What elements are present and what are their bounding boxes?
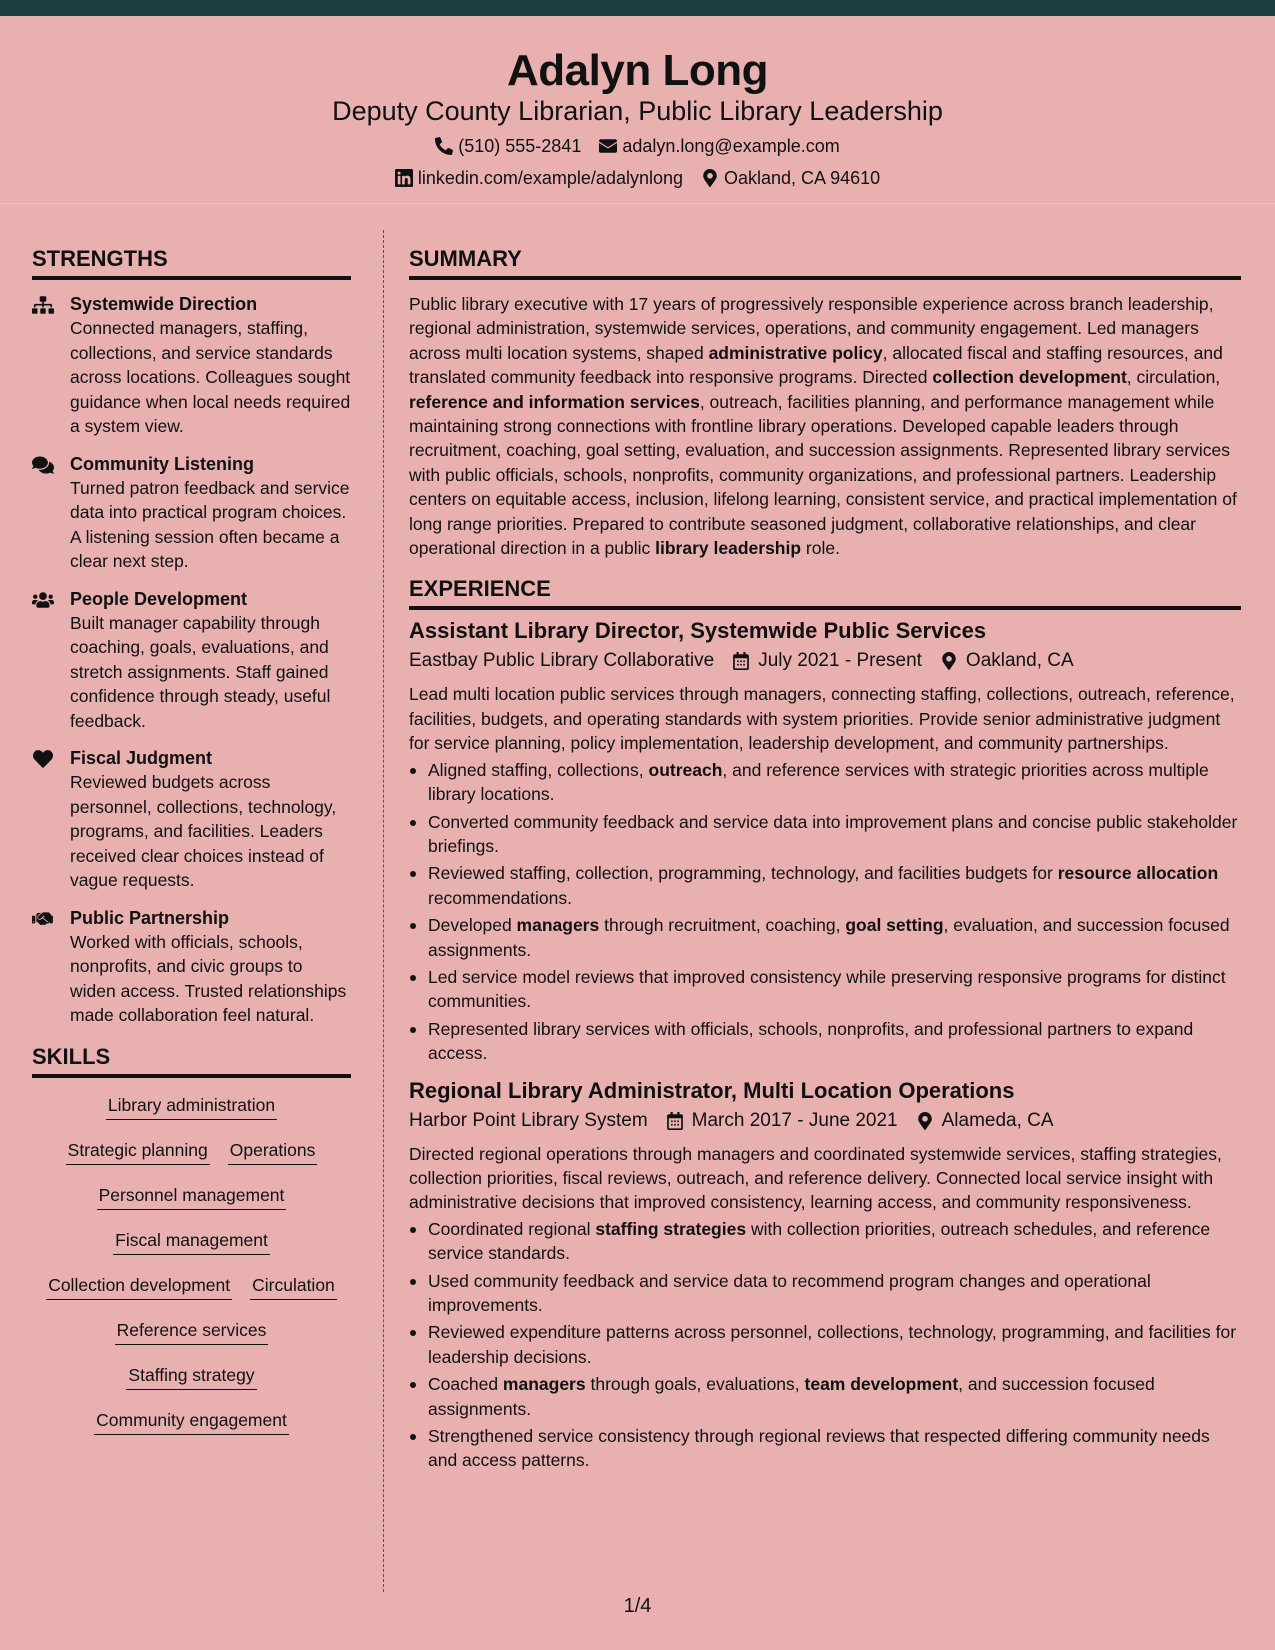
calendar-icon bbox=[732, 652, 750, 670]
strength-title: People Development bbox=[70, 588, 248, 609]
comments-icon bbox=[32, 452, 56, 574]
contact-row-2 bbox=[0, 166, 1275, 190]
job-location-text: Alameda, CA bbox=[941, 1109, 1054, 1131]
column-divider bbox=[383, 230, 384, 1592]
strength-desc: Turned patron feedback and service data into practical program choices. A listening session often became a clear next step. bbox=[70, 477, 350, 571]
job-title: Regional Library Administrator, Multi Location Operations bbox=[409, 1077, 1015, 1103]
heart-icon bbox=[32, 746, 56, 893]
phone-icon bbox=[435, 137, 453, 155]
job-title: Assistant Library Director, Systemwide Public Services bbox=[409, 618, 987, 644]
skills-heading: SKILLS bbox=[32, 1042, 351, 1078]
top-accent-bar bbox=[0, 0, 1275, 16]
summary-section bbox=[409, 244, 1241, 560]
skill-row bbox=[32, 1272, 351, 1317]
skills-list bbox=[32, 1090, 351, 1452]
strength-item bbox=[32, 587, 351, 734]
job-meta bbox=[409, 1106, 1241, 1136]
email-text: adalyn.long@example.com bbox=[622, 136, 840, 156]
job-dates bbox=[666, 1106, 898, 1136]
skill-tag: Community engagement bbox=[94, 1407, 289, 1435]
strength-title: Systemwide Direction bbox=[70, 294, 258, 314]
handshake-icon bbox=[32, 906, 56, 1028]
job-description: Directed regional operations through managers and coordinated systemwide services, staffing strategies, collection priorities, fiscal reviews, outreach, and reference delivery. Connected local service insight with administrative decisions that improved consistency, learning access, and community responsiveness. bbox=[409, 1143, 1222, 1213]
skill-tag: Operations bbox=[228, 1137, 318, 1165]
strength-desc: Reviewed budgets across personnel, collections, technology, programs, and facilities. Leaders received clear choices instead of vague requests. bbox=[70, 772, 337, 890]
skill-tag: Staffing strategy bbox=[126, 1362, 256, 1390]
job-dates bbox=[732, 646, 922, 676]
job-bullet: Used community feedback and service data to recommend program changes and operational improvements. bbox=[409, 1269, 1241, 1318]
job-location bbox=[916, 1106, 1054, 1136]
skill-tag: Personnel management bbox=[97, 1182, 287, 1210]
sitemap-icon bbox=[32, 292, 56, 439]
candidate-title: Deputy County Librarian, Public Library Leadership bbox=[332, 96, 943, 126]
job-entry bbox=[409, 616, 1241, 1065]
job-location bbox=[940, 646, 1074, 676]
contact-row-1 bbox=[0, 134, 1275, 158]
contact-phone[interactable] bbox=[435, 134, 581, 158]
strengths-section bbox=[32, 244, 351, 1028]
strength-desc: Built manager capability through coaching, goals, evaluations, and stretch assignments. Staff gained confidence through steady, useful feedback. bbox=[70, 612, 331, 731]
skill-row bbox=[32, 1092, 351, 1137]
skill-row bbox=[32, 1317, 351, 1362]
right-column bbox=[409, 244, 1241, 1483]
strength-title: Community Listening bbox=[70, 453, 254, 474]
job-bullet: Represented library services with officials, schools, nonprofits, and professional partners to expand access. bbox=[409, 1017, 1241, 1066]
users-icon bbox=[32, 587, 56, 734]
job-meta bbox=[409, 646, 1241, 676]
skill-tag: Reference services bbox=[115, 1317, 269, 1345]
skill-tag: Fiscal management bbox=[113, 1227, 270, 1255]
linkedin-icon bbox=[395, 169, 413, 187]
strength-title: Public Partnership bbox=[70, 907, 230, 928]
location-text: Oakland, CA 94610 bbox=[724, 168, 881, 188]
resume-header bbox=[0, 16, 1275, 204]
job-company: Eastbay Public Library Collaborative bbox=[409, 650, 715, 672]
job-bullets bbox=[409, 758, 1241, 1066]
strength-desc: Worked with officials, schools, nonprofits, and civic groups to widen access. Trusted relationships made collaboration feel natural. bbox=[70, 931, 347, 1025]
job-bullet: Reviewed staffing, collection, programming, technology, and facilities budgets for resource allocation recommendations. bbox=[409, 861, 1241, 910]
strength-item bbox=[32, 906, 351, 1028]
job-bullet: Converted community feedback and service data into improvement plans and concise public stakeholder briefings. bbox=[409, 810, 1241, 859]
strength-item bbox=[32, 292, 351, 439]
linkedin-text: linkedin.com/example/adalynlong bbox=[417, 168, 684, 188]
skill-tag: Library administration bbox=[106, 1092, 277, 1120]
experience-section bbox=[409, 574, 1241, 1472]
job-dates-text: March 2017 - June 2021 bbox=[691, 1109, 898, 1131]
strength-item bbox=[32, 746, 351, 893]
map-marker-icon bbox=[701, 169, 719, 187]
strength-item bbox=[32, 452, 351, 574]
strengths-heading: STRENGTHS bbox=[32, 244, 351, 280]
job-dates-text: July 2021 - Present bbox=[758, 650, 922, 672]
skill-row bbox=[32, 1137, 351, 1182]
job-entry bbox=[409, 1076, 1241, 1473]
map-marker-icon bbox=[916, 1112, 934, 1130]
job-bullet: Reviewed expenditure patterns across personnel, collections, technology, programming, and facilities for leadership decisions. bbox=[409, 1320, 1241, 1369]
map-marker-icon bbox=[940, 652, 958, 670]
job-bullet: Led service model reviews that improved consistency while preserving responsive programs for distinct communities. bbox=[409, 965, 1241, 1014]
job-bullet: Strengthened service consistency through regional reviews that respected differing community needs and access patterns. bbox=[409, 1424, 1241, 1473]
strength-title: Fiscal Judgment bbox=[70, 748, 213, 768]
strength-desc: Connected managers, staffing, collections, and service standards across locations. Colleagues sought guidance when local needs required a system view. bbox=[70, 318, 351, 436]
job-description: Lead multi location public services through managers, connecting staffing, collections, outreach, reference, facilities, budgets, and operating standards with system priorities. Provide senior administrative judgment for service planning, policy implementation, leadership development, and community partnerships. bbox=[409, 684, 1235, 754]
skill-row bbox=[32, 1227, 351, 1272]
job-bullet: Coordinated regional staffing strategies with collection priorities, outreach schedules, and reference service standards. bbox=[409, 1217, 1241, 1266]
job-bullet: Developed managers through recruitment, coaching, goal setting, evaluation, and succession focused assignments. bbox=[409, 913, 1241, 962]
job-bullets bbox=[409, 1217, 1241, 1473]
envelope-icon bbox=[599, 137, 617, 155]
job-bullet: Coached managers through goals, evaluations, team development, and succession focused assignments. bbox=[409, 1372, 1241, 1421]
job-company: Harbor Point Library System bbox=[409, 1109, 648, 1131]
experience-heading: EXPERIENCE bbox=[409, 574, 1241, 610]
skill-tag: Strategic planning bbox=[66, 1137, 210, 1165]
page-number: 1/4 bbox=[623, 1595, 652, 1617]
skill-row bbox=[32, 1182, 351, 1227]
calendar-icon bbox=[666, 1112, 684, 1130]
summary-heading: SUMMARY bbox=[409, 244, 1241, 280]
phone-text: (510) 555-2841 bbox=[458, 136, 582, 156]
summary-text: Public library executive with 17 years of progressively responsible experience across branch leadership, regional administration, systemwide services, operations, and community engagement. Led managers across multi location systems, shaped administrative policy, allocated fiscal and staffing resources, and translated community feedback into responsive programs. Directed collection development, circulation, reference and information services, outreach, facilities planning, and performance management while maintaining strong connections with frontline library operations. Developed capable leaders through recruitment, coaching, goal setting, evaluation, and succession assignments. Represented library services with public officials, schools, nonprofits, community organizations, and professional partners. Leadership centers on equitable access, inclusion, lifelong learning, consistent service, and practical implementation of long range priorities. Prepared to contribute seasoned judgment, collaborative relationships, and clear operational direction in a public library leadership role. bbox=[409, 294, 1237, 559]
skill-row bbox=[32, 1362, 351, 1407]
skill-tag: Collection development bbox=[46, 1272, 232, 1300]
candidate-name: Adalyn Long bbox=[507, 46, 768, 95]
contact-email[interactable] bbox=[599, 134, 839, 158]
contact-linkedin[interactable] bbox=[395, 166, 683, 190]
contact-location bbox=[701, 166, 880, 190]
skill-row bbox=[32, 1407, 351, 1452]
left-column bbox=[32, 244, 351, 1452]
job-bullet: Aligned staffing, collections, outreach, and reference services with strategic priorities across multiple library locations. bbox=[409, 758, 1241, 807]
skill-tag: Circulation bbox=[250, 1272, 337, 1300]
skills-section bbox=[32, 1042, 351, 1452]
job-location-text: Oakland, CA bbox=[965, 650, 1074, 672]
